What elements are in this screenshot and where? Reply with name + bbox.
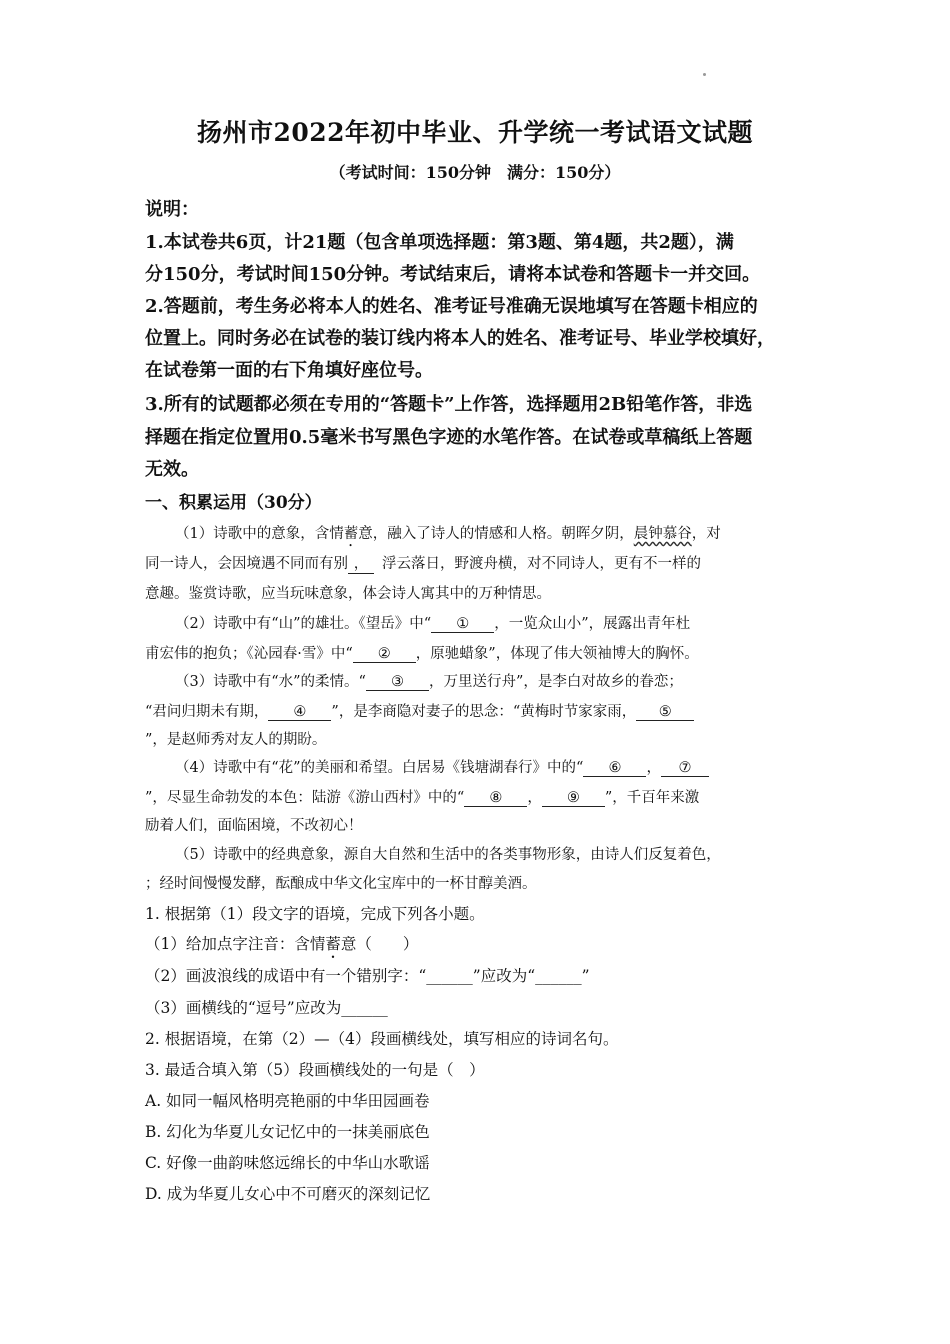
question-1-2: （2）画波浪线的成语中有一个错别字：“______”应改为“______” bbox=[145, 967, 590, 985]
instruction-line: 择题在指定位置用0.5毫米书写黑色字迹的水笔作答。在试卷或草稿纸上答题 bbox=[145, 427, 753, 448]
comma-blank: ， bbox=[348, 552, 374, 574]
instruction-line: 1.本试卷共6页，计21题（包含单项选择题：第3题、第4题，共2题），满 bbox=[145, 232, 734, 253]
blank-2: ② bbox=[353, 646, 416, 663]
instruction-line: 2.答题前，考生务必将本人的姓名、准考证号准确无误地填写在答题卡相应的 bbox=[145, 296, 758, 317]
blank-9: ⑨ bbox=[542, 790, 605, 807]
exam-subtitle: （考试时间：150分钟 满分：150分） bbox=[329, 163, 621, 182]
question-2: 2. 根据语境，在第（2）—（4）段画横线处，填写相应的诗词名句。 bbox=[145, 1030, 619, 1048]
option-a: A. 如同一幅风格明亮艳丽的中华田园画卷 bbox=[145, 1092, 430, 1110]
question-1-3: （3）画横线的“逗号”应改为______ bbox=[145, 999, 388, 1017]
passage-line: （2）诗歌中有“山”的雄壮。《望岳》中“ ① ，一览众山小”，展露出青年杜 bbox=[175, 616, 691, 632]
question-1: 1. 根据第（1）段文字的语境，完成下列各小题。 bbox=[145, 905, 485, 923]
blank-1: ① bbox=[431, 616, 494, 633]
passage-line: ；经时间慢慢发酵，酝酿成中华文化宝库中的一杯甘醇美酒。 bbox=[145, 876, 537, 892]
passage-line: 励着人们，面临困境，不改初心！ bbox=[145, 818, 363, 834]
passage-line: （5）诗歌中的经典意象，源自大自然和生活中的各类事物形象，由诗人们反复着色， bbox=[175, 847, 721, 863]
blank-8: ⑧ bbox=[464, 790, 527, 807]
instruction-line: 3.所有的试题都必须在专用的“答题卡”上作答，选择题用2B铅笔作答，非选 bbox=[145, 394, 753, 415]
passage-line: ”，是赵师秀对友人的期盼。 bbox=[145, 732, 327, 748]
instructions-heading: 说明： bbox=[145, 199, 199, 220]
passage-line: 甫宏伟的抱负；《沁园春·雪》中“ ② ，原驰蜡象”，体现了伟大领袖博大的胸怀。 bbox=[145, 646, 699, 662]
dotted-char: 蓄 bbox=[343, 526, 359, 542]
blank-4: ④ bbox=[268, 704, 331, 721]
passage-line: （1）诗歌中的意象，含情蓄意，融入了诗人的情感和人格。朝晖夕阴，晨钟慕谷，对 bbox=[175, 526, 721, 542]
passage-line: “君问归期未有期， ④ ”，是李商隐对妻子的思念：“黄梅时节家家雨， ⑤ bbox=[145, 700, 694, 721]
instruction-line: 无效。 bbox=[145, 459, 199, 480]
instruction-line: 在试卷第一面的右下角填好座位号。 bbox=[145, 360, 433, 381]
scan-dot bbox=[703, 73, 706, 76]
blank-5: ⑤ bbox=[636, 704, 694, 721]
blank-7: ⑦ bbox=[661, 760, 709, 777]
instruction-line: 位置上。同时务必在试卷的装订线内将本人的姓名、准考证号、毕业学校填好， bbox=[145, 328, 775, 349]
wavy-idiom: 晨钟慕谷 bbox=[633, 526, 692, 542]
option-d: D. 成为华夏儿女心中不可磨灭的深刻记忆 bbox=[145, 1185, 431, 1203]
instruction-line: 分150分，考试时间150分钟。考试结束后，请将本试卷和答题卡一并交回。 bbox=[145, 264, 761, 285]
passage-line: 同一诗人，会因境遇不同而有别 ， 浮云落日，野渡舟横，对不同诗人，更有不一样的 bbox=[145, 552, 701, 574]
passage-line: ”，尽显生命勃发的本色：陆游《游山西村》中的“ ⑧ ， ⑨ ”，千百年来激 bbox=[145, 790, 700, 806]
passage-line: （4）诗歌中有“花”的美丽和希望。白居易《钱塘湖春行》中的“ ⑥ ， ⑦ bbox=[175, 756, 709, 777]
section-heading: 一、积累运用（30分） bbox=[145, 493, 322, 513]
passage-line: （3）诗歌中有“水”的柔情。“ ③ ，万里送行舟”，是李白对故乡的眷恋； bbox=[175, 674, 683, 690]
option-b: B. 幻化为华夏儿女记忆中的一抹美丽底色 bbox=[145, 1123, 430, 1141]
dotted-char: 蓄 bbox=[325, 935, 341, 953]
passage-line: 意趣。鉴赏诗歌，应当玩味意象，体会诗人寓其中的万种情思。 bbox=[145, 586, 551, 602]
question-1-1: （1）给加点字注音：含情蓄意（ ） bbox=[145, 935, 419, 953]
blank-6: ⑥ bbox=[583, 760, 646, 777]
question-3: 3. 最适合填入第（5）段画横线处的一句是（ ） bbox=[145, 1061, 485, 1079]
option-c: C. 好像一曲韵味悠远绵长的中华山水歌谣 bbox=[145, 1154, 430, 1172]
exam-title: 扬州市2022年初中毕业、升学统一考试语文试题 bbox=[196, 118, 754, 147]
blank-3: ③ bbox=[366, 674, 429, 691]
